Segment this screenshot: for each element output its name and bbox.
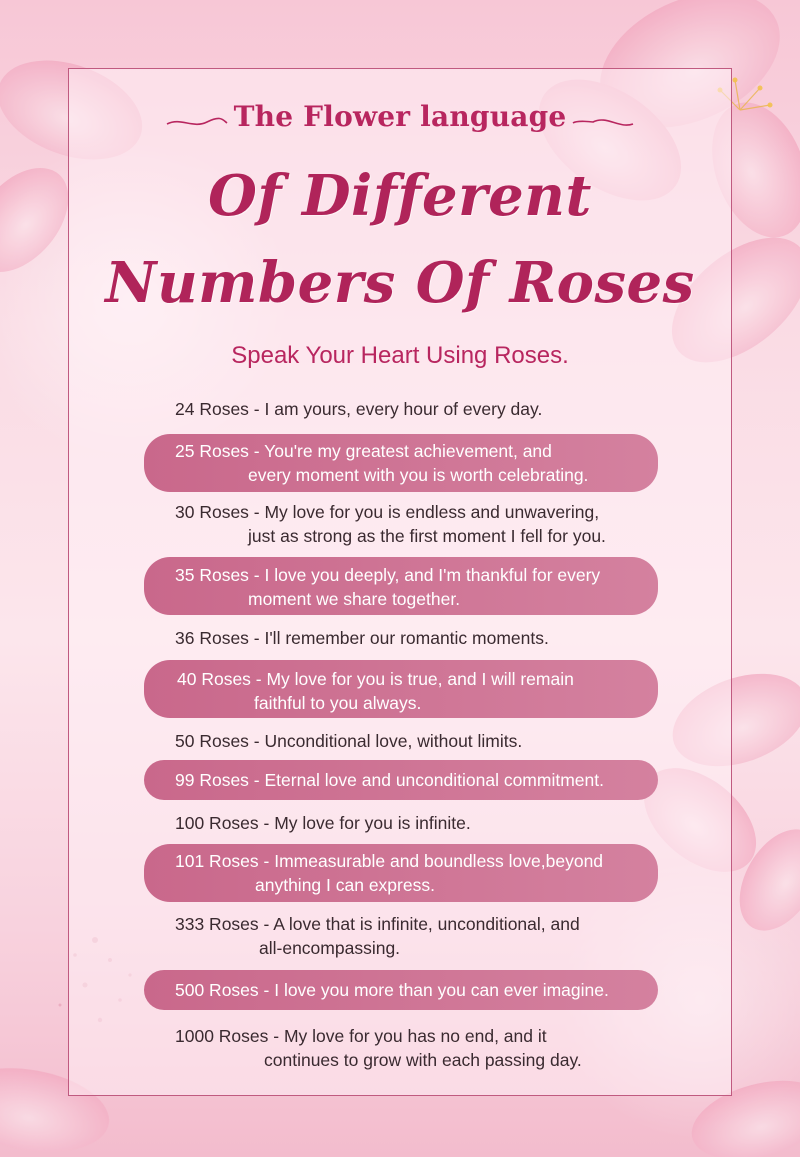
entry-line-1: 101 Roses - Immeasurable and boundless love,beyond: [175, 851, 604, 871]
entry-line-1: 500 Roses - I love you more than you can ever imagine.: [175, 980, 609, 1000]
entry-line-1: 24 Roses - I am yours, every hour of every day.: [175, 399, 543, 419]
list-item: [144, 626, 658, 650]
entry-line-2: moment we share together.: [248, 589, 461, 609]
subtitle-row: [0, 100, 800, 133]
entry-line-1: 30 Roses - My love for you is endless and unwavering,: [175, 502, 600, 522]
entry-line-1: 25 Roses - You're my greatest achievement, and: [175, 441, 552, 461]
entry-line-2: faithful to you always.: [254, 693, 422, 713]
list-item-highlighted: [144, 434, 658, 492]
list-item-highlighted: [144, 844, 658, 902]
entry-line-2: all-encompassing.: [259, 938, 401, 958]
list-item: [144, 811, 658, 835]
subtitle: The Flower language: [233, 100, 567, 133]
entry-line-1: 50 Roses - Unconditional love, without limits.: [175, 731, 523, 751]
list-item-highlighted: [144, 557, 658, 615]
list-item-highlighted: [144, 760, 658, 800]
right-flourish-icon: [571, 115, 635, 129]
entry-line-1: 35 Roses - I love you deeply, and I'm thankful for every: [175, 565, 601, 585]
list-item-highlighted: [144, 970, 658, 1010]
entry-line-2: continues to grow with each passing day.: [264, 1050, 582, 1070]
entry-line-1: 333 Roses - A love that is infinite, unconditional, and: [175, 914, 580, 934]
title-line-1: Of Different: [208, 163, 592, 229]
left-flourish-icon: [165, 115, 229, 129]
title-line-2: Numbers Of Roses: [105, 250, 695, 316]
list-item: [144, 397, 658, 421]
list-item: [144, 912, 658, 960]
entry-line-1: 99 Roses - Eternal love and unconditional commitment.: [175, 770, 604, 790]
tagline: Speak Your Heart Using Roses.: [231, 342, 569, 369]
list-item: [144, 500, 658, 548]
list-item: [144, 1024, 658, 1072]
entry-line-2: just as strong as the first moment I fell for you.: [248, 526, 606, 546]
list-item: [144, 729, 658, 753]
entry-line-1: 1000 Roses - My love for you has no end, and it: [175, 1026, 547, 1046]
entry-line-1: 40 Roses - My love for you is true, and I will remain: [177, 669, 574, 689]
entry-line-1: 36 Roses - I'll remember our romantic moments.: [175, 628, 549, 648]
entry-line-2: every moment with you is worth celebrating.: [248, 465, 589, 485]
entry-line-2: anything I can express.: [255, 875, 435, 895]
entry-line-1: 100 Roses - My love for you is infinite.: [175, 813, 471, 833]
list-item-highlighted: [144, 660, 658, 718]
